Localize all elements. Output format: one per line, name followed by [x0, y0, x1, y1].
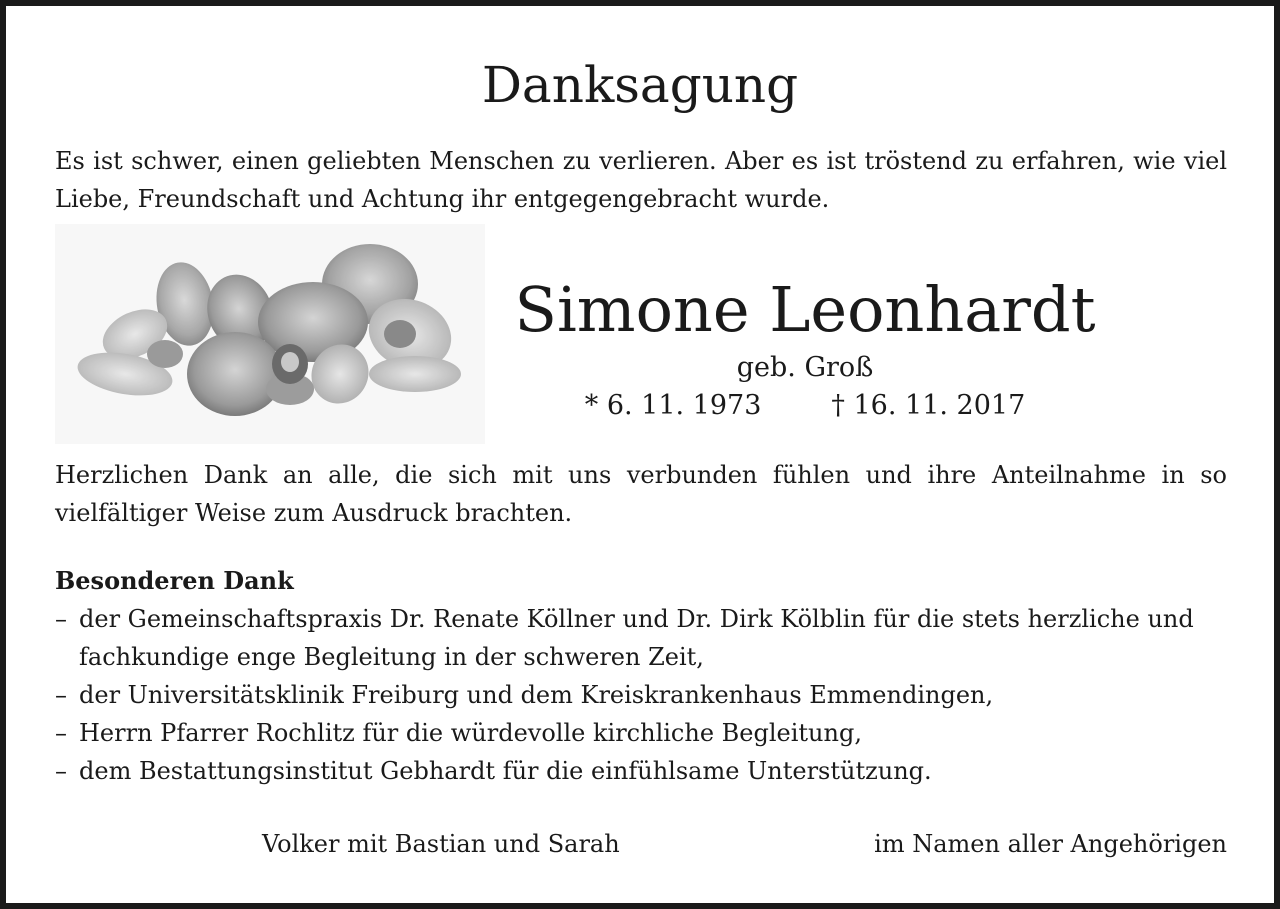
list-item: – der Universitätsklinik Freiburg und dem Kreiskrankenhaus Emmendingen, [55, 676, 1227, 714]
dash-bullet: – [55, 605, 67, 633]
birth-date: * 6. 11. 1973 [584, 390, 762, 421]
special-thanks-list [55, 600, 1227, 790]
dash-bullet: – [55, 681, 67, 709]
list-item: – der Gemeinschaftspraxis Dr. Renate Köllner und Dr. Dirk Kölblin für die stets herzliche und fachkundige enge Begleitung in der schweren Zeit, [55, 600, 1227, 676]
death-date: † 16. 11. 2017 [831, 390, 1026, 421]
intro-paragraph: Es ist schwer, einen geliebten Menschen zu verlieren. Aber es ist tröstend zu erfahren, wie viel Liebe, Freundschaft und Achtung ihr entgegengebracht wurde. [55, 147, 1227, 213]
deceased-name: Simone Leonhardt [514, 273, 1096, 346]
life-dates [500, 386, 1110, 426]
special-thanks-heading: Besonderen Dank [55, 566, 294, 595]
deceased-info [500, 270, 1110, 426]
dash-bullet: – [55, 719, 67, 747]
orchid-flowers-image [55, 224, 485, 444]
relatives-signature: im Namen aller Angehörigen [874, 830, 1227, 858]
family-signature: Volker mit Bastian und Sarah [262, 830, 620, 858]
notice-title: Danksagung [481, 56, 799, 114]
list-item: – dem Bestattungsinstitut Gebhardt für die einfühlsame Unterstützung. [55, 752, 1227, 790]
birth-name: geb. Groß [736, 352, 874, 383]
dash-bullet: – [55, 757, 67, 785]
thanks-paragraph: Herzlichen Dank an alle, die sich mit uns verbunden fühlen und ihre Anteilnahme in so vielfältiger Weise zum Ausdruck brachten. [55, 461, 1227, 527]
list-item: – Herrn Pfarrer Rochlitz für die würdevolle kirchliche Begleitung, [55, 714, 1227, 752]
